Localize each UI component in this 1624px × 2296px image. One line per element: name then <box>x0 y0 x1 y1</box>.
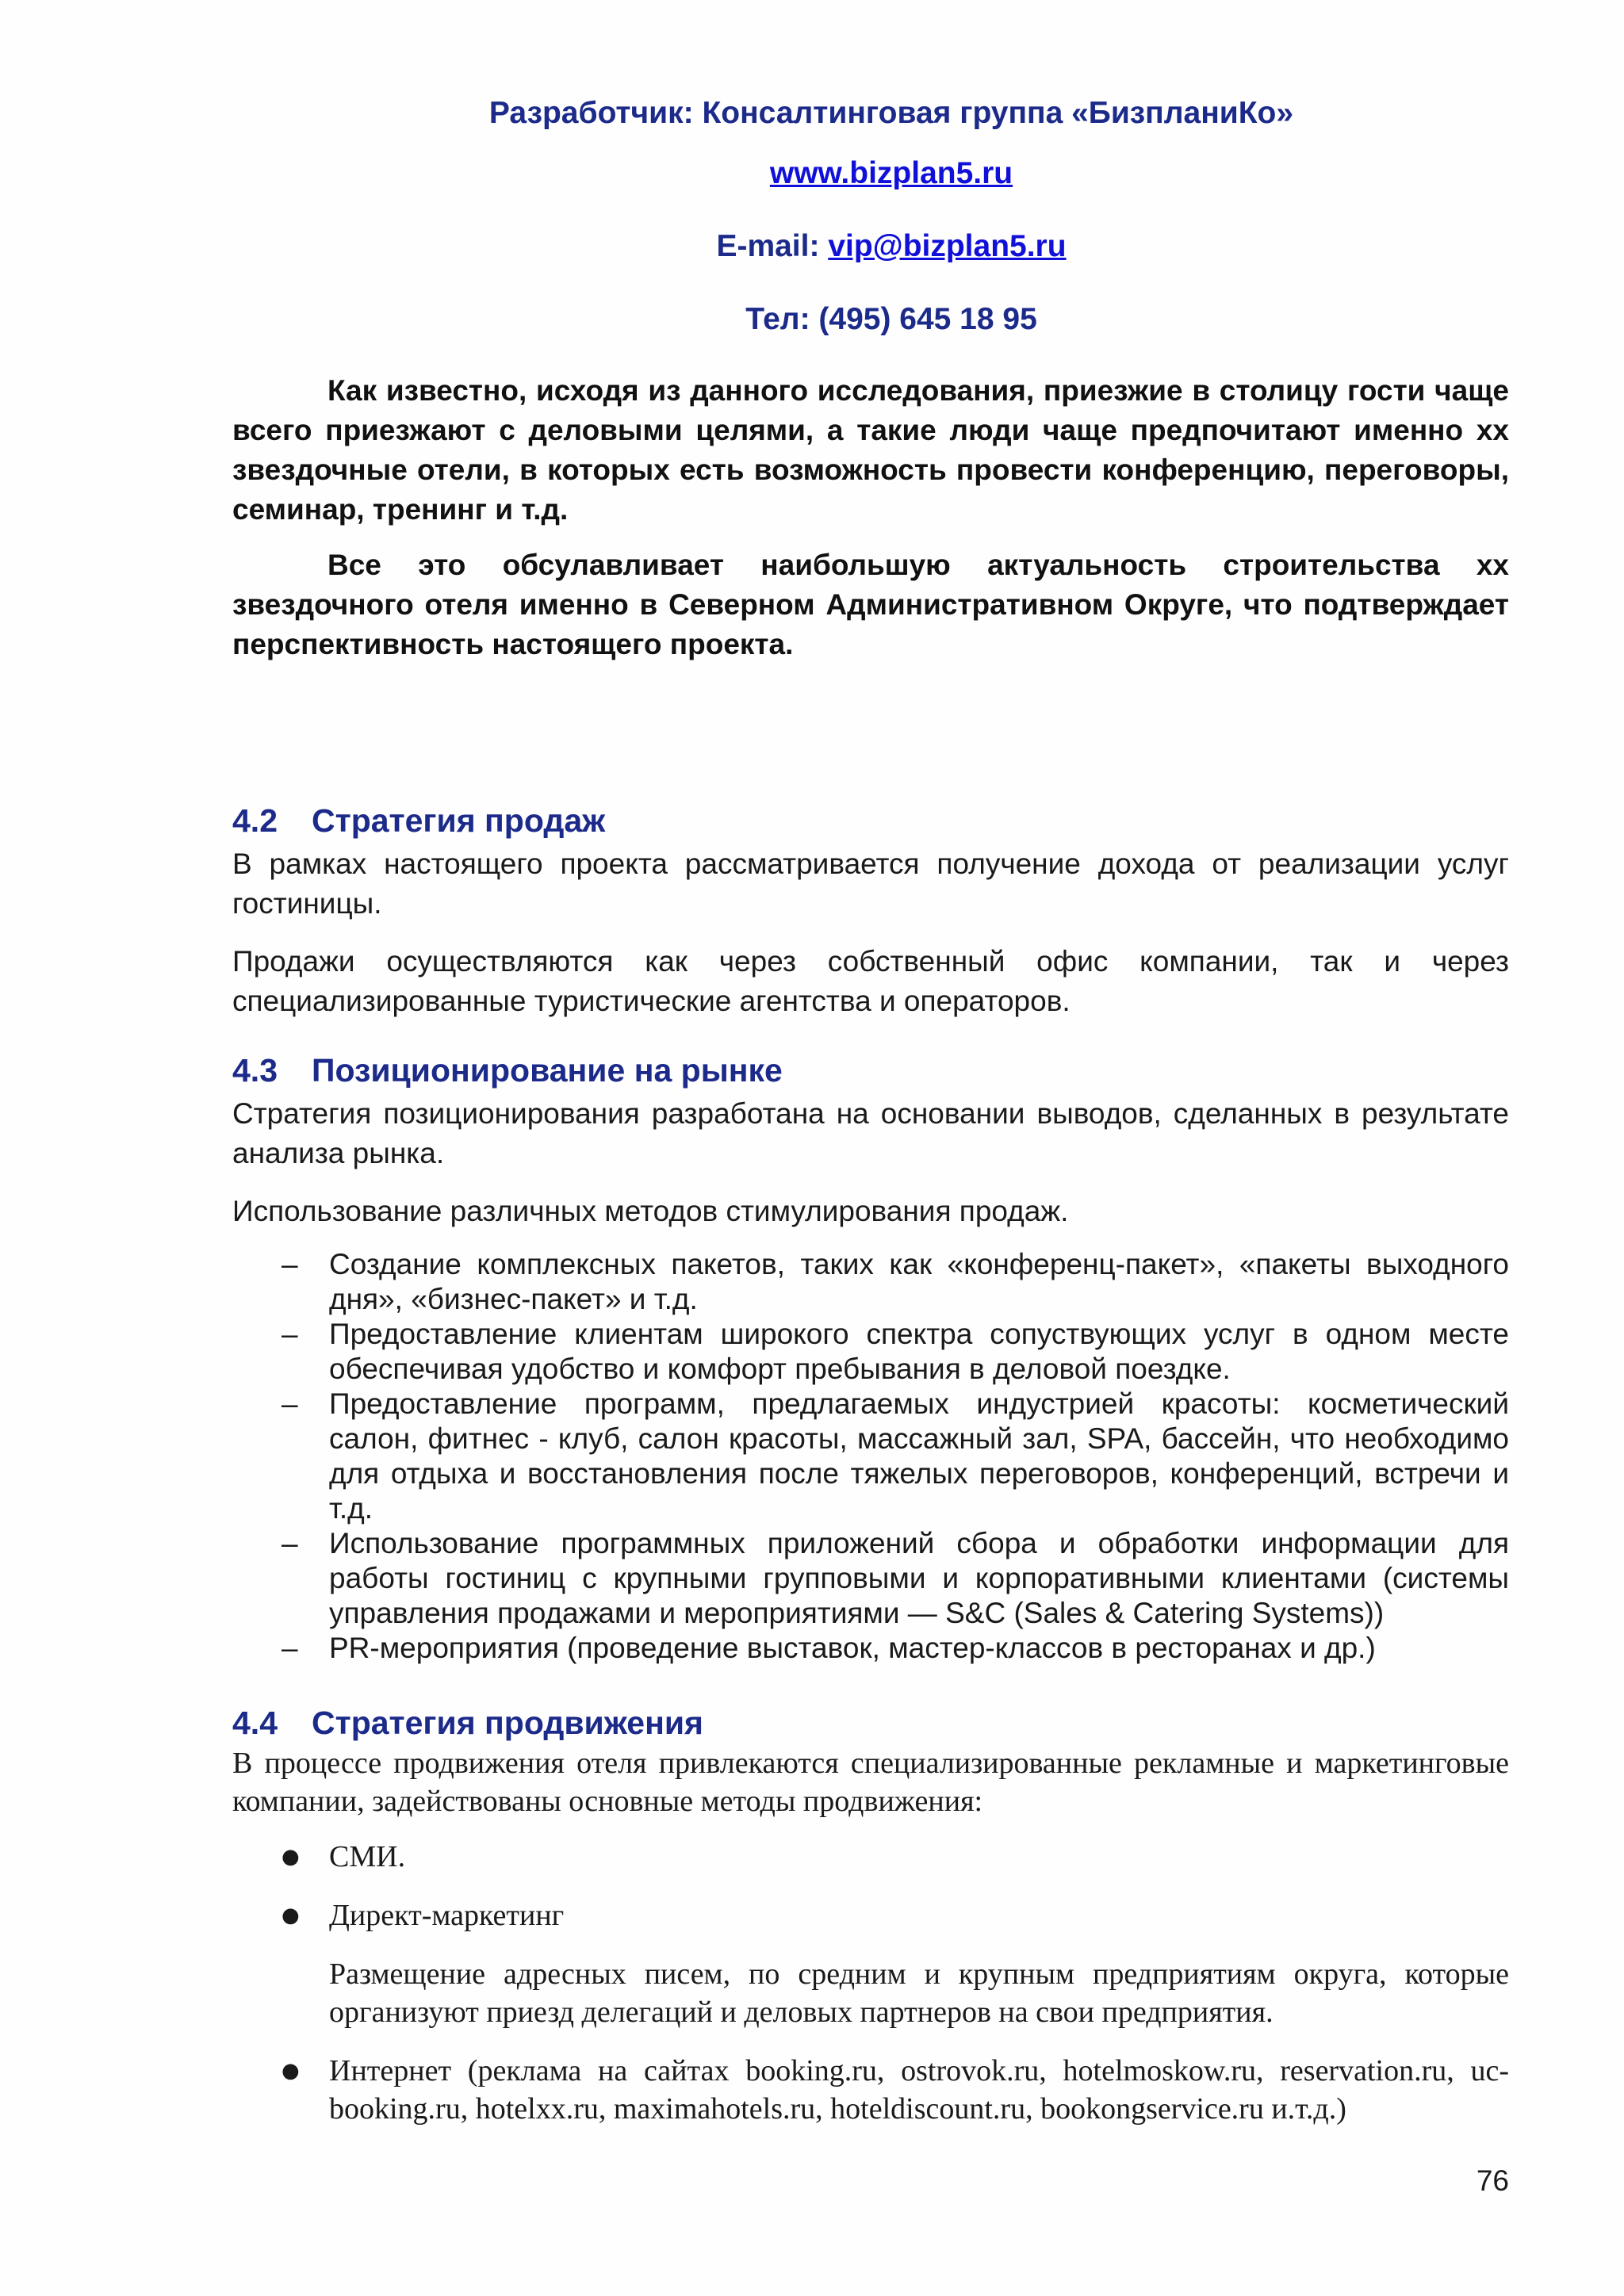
developer-heading: Разработчик: Консалтинговая группа «БизпланиКо» <box>488 96 1294 130</box>
email-line <box>79 228 1624 265</box>
list-item-text: Предоставление клиентам широкого спектра сопуствующих услуг в одном месте обеспечивая удобство и комфорт пребывания в деловой поездке. <box>329 1318 1509 1385</box>
email-label: E-mail: <box>716 229 829 263</box>
section-4-3-paragraph-1: Стратегия позиционирования разработана на основании выводов, сделанных в результате анализа рынка. <box>232 1097 1509 1169</box>
section-title: Стратегия продвижения <box>312 1705 703 1741</box>
list-item-detail: Размещение адресных писем, по средним и крупным предприятиям округа, которые организуют приезд делегаций и деловых партнеров на свои предприятия. <box>329 1957 1509 2029</box>
section-4-2-paragraph-1: В рамках настоящего проекта рассматривается получение дохода от реализации услуг гостиницы. <box>232 848 1509 920</box>
list-item-text: Предоставление программ, предлагаемых индустрией красоты: косметический салон, фитнес - клуб, салон красоты, массажный зал, SPA, бассейн, что необходимо для отдыха и восстановления после тяжелых переговоров, конференций, встречи и т.д. <box>329 1387 1509 1525</box>
dot-bullet: ● <box>282 2059 300 2083</box>
dot-bullet: ● <box>282 1904 300 1927</box>
list-item <box>232 1631 1509 1666</box>
positioning-methods-list <box>232 1247 1509 1666</box>
section-4-3-heading <box>232 1050 783 1090</box>
intro-paragraph-1: Как известно, исходя из данного исследования, приезжие в столицу гости чаще всего приезжают с деловыми целями, а такие люди чаще предпочитают именно хх звездочные отели, в которых есть возможность провести конференцию, переговоры, семинар, тренинг и т.д. <box>232 374 1509 526</box>
page-number: 76 <box>1476 2164 1509 2197</box>
section-title: Стратегия продаж <box>312 802 606 839</box>
website-line <box>79 155 1624 192</box>
list-item-text: Директ-маркетинг <box>329 1899 565 1932</box>
section-number: 4.3 <box>232 1052 278 1089</box>
list-item-text: Использование программных приложений сбора и обработки информации для работы гостиниц с крупными групповыми и корпоративными клиентами (системы управления продажами и мероприятиями — S&C (Sales & Catering Systems)) <box>329 1527 1509 1629</box>
section-title: Позиционирование на рынке <box>312 1052 783 1089</box>
website-link[interactable]: www.bizplan5.ru <box>769 156 1013 190</box>
list-item <box>232 1526 1509 1631</box>
list-item <box>232 1387 1509 1526</box>
list-item <box>232 1838 1509 1876</box>
list-item-text: PR-мероприятия (проведение выставок, мастер-классов в ресторанах и др.) <box>329 1632 1376 1664</box>
dash-bullet: – <box>282 1632 298 1664</box>
section-number: 4.2 <box>232 802 278 839</box>
section-4-3-paragraph-2: Использование различных методов стимулирования продаж. <box>232 1195 1069 1227</box>
intro-paragraph-2: Все это обсулавливает наибольшую актуальность строительства хх звездочного отеля именно в Северном Административном Округе, что подтверждает перспективность настоящего проекта. <box>232 549 1509 660</box>
email-link[interactable]: vip@bizplan5.ru <box>828 229 1067 263</box>
list-item <box>232 2052 1509 2128</box>
list-item <box>232 1317 1509 1387</box>
dot-bullet: ● <box>282 1845 300 1869</box>
dash-bullet: – <box>282 1318 298 1350</box>
list-item <box>232 1247 1509 1317</box>
section-4-4-heading <box>232 1703 703 1743</box>
section-4-2-heading <box>232 801 605 840</box>
phone-line: Тел: (495) 645 18 95 <box>745 302 1037 336</box>
list-item-text: Создание комплексных пакетов, таких как «конференц-пакет», «пакеты выходного дня», «бизнес-пакет» и т.д. <box>329 1248 1509 1315</box>
section-4-2-paragraph-2: Продажи осуществляются как через собственный офис компании, так и через специализированные туристические агентства и операторов. <box>232 945 1509 1017</box>
dash-bullet: – <box>282 1387 298 1420</box>
dash-bullet: – <box>282 1527 298 1559</box>
section-number: 4.4 <box>232 1705 278 1741</box>
list-item-text: СМИ. <box>329 1840 406 1873</box>
section-4-4-paragraph-1: В процессе продвижения отеля привлекаются специализированные рекламные и маркетинговые компании, задействованы основные методы продвижения: <box>232 1747 1509 1818</box>
promotion-methods-list <box>232 1838 1509 2149</box>
dash-bullet: – <box>282 1248 298 1280</box>
list-item <box>232 1896 1509 2031</box>
list-item-text: Интернет (реклама на сайтах booking.ru, ostrovok.ru, hotelmoskow.ru, reservation.ru, uc-booking.ru, hotelxx.ru, maximahotels.ru, hoteldiscount.ru, bookongservice.ru и.т.д.) <box>329 2054 1509 2126</box>
